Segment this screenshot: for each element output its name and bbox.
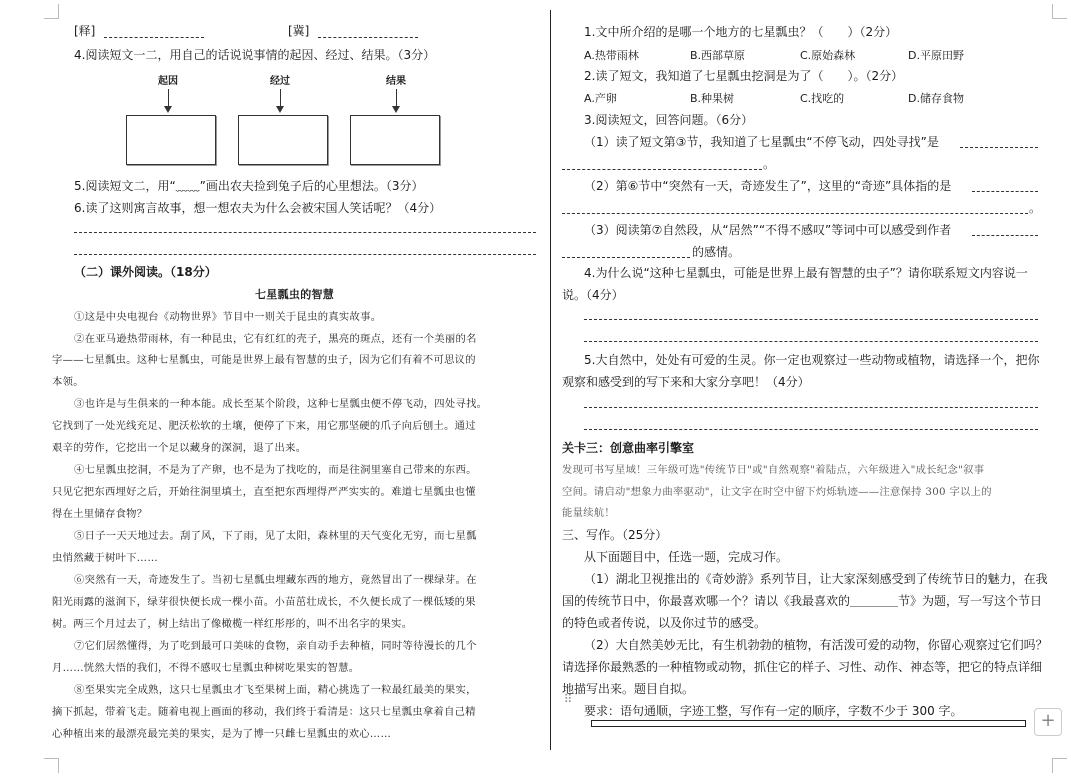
flow-box-process[interactable] (238, 115, 328, 165)
option-b[interactable]: B.西部草原 (690, 49, 746, 62)
option-c[interactable]: C.找吃的 (800, 92, 845, 105)
writing-intro: 从下面题目中，任选一题，完成习作。 (584, 550, 789, 564)
story-line: ①这是中央电视台《动物世界》节目中一则关于昆虫的真实故事。 (74, 311, 382, 323)
story-line: 本领。 (52, 376, 84, 388)
emotion-suffix: 的感情。 (692, 245, 741, 259)
story-line: 阳光雨露的滋润下，绿芽很快便长成一棵小苗。小苗茁壮成长，不久便长成了一棵低矮的果 (52, 596, 476, 608)
writing-option-2: 请选择你最熟悉的一种植物或动物，抓住它的样子、习性、动作、神态等，把它的特点详细 (562, 660, 1043, 674)
question-6: 6.读了这则寓言故事，想一想农夫为什么会被宋国人笑话呢？（4分） (74, 201, 442, 215)
answer-line[interactable] (74, 232, 536, 233)
flow-box-result[interactable] (350, 115, 440, 165)
question-5-cont: 观察和感受到的写下来和大家分享吧！（4分） (562, 375, 810, 389)
writing-option-1: 的特色或者传说，以及你过节的感受。 (562, 616, 767, 630)
period-mark: 。 (763, 157, 776, 171)
answer-line[interactable] (562, 213, 1028, 214)
story-line: ⑦它们居然懂得，为了吃到最可口美味的食物，亲自动手去种植，同时等待漫长的几个 (74, 640, 477, 652)
story-line: ②在亚马逊热带雨林，有一种昆虫，它有红红的壳子，黑亮的斑点，还有一个美丽的名 (74, 333, 477, 345)
crop-mark-bottom-right (1052, 758, 1067, 773)
question-5: 5.阅读短文二，用“﹏﹏”画出农夫捡到兔子后的心里想法。（3分） (74, 179, 424, 193)
option-d[interactable]: D.储存食物 (908, 92, 964, 105)
question-3-1: （1）读了短文第③节，我知道了七星瓢虫“不停飞动，四处寻找”是 (584, 135, 939, 149)
card-text: 发现可书写星域！三年级可选"传统节日"或"自然观察"着陆点，六年级进入"成长纪念"叙事 (562, 464, 985, 476)
writing-option-2: （2）大自然美妙无比，有生机勃勃的植物，有活泼可爱的动物，你留心观察过它们吗？ (584, 638, 1048, 652)
answer-line[interactable] (584, 429, 1038, 430)
scroll-bar[interactable] (591, 720, 1026, 727)
flow-label-result: 结果 (386, 76, 406, 87)
story-line: 树。两三个月过去了，树上结出了像橄榄一样红彤彤的，叫不出名字的果实。 (52, 618, 413, 630)
story-line: 它找到了一处光线充足、肥沃松软的土壤，便停了下来，用它那坚硬的爪子向后刨土。通过 (52, 420, 476, 432)
question-5: 5.大自然中，处处有可爱的生灵。你一定也观察过一些动物或植物，请选择一个，把你 (584, 353, 1040, 367)
option-a[interactable]: A.热带雨林 (584, 49, 639, 62)
story-line: 得在土里储存食物？ (52, 508, 148, 520)
writing-heading: 三、写作。（25分） (562, 528, 668, 542)
answer-line[interactable] (562, 257, 690, 258)
bracket-label-shi: [释] (74, 24, 96, 38)
answer-line[interactable] (584, 341, 1038, 342)
story-line: ③也许是与生俱来的一种本能。成长至某个阶段，这种七星瓢虫便不停飞动，四处寻找。 (74, 398, 488, 410)
story-line: ⑥突然有一天，奇迹发生了。当初七星瓢虫埋藏东西的地方，竟然冒出了一棵绿芽。在 (74, 574, 477, 586)
flow-box-cause[interactable] (126, 115, 216, 165)
flow-label-cause: 起因 (158, 76, 178, 87)
crop-mark-top-right (1052, 4, 1067, 19)
question-4: 4.阅读短文一二，用自己的话说说事情的起因、经过、结果。（3分） (74, 48, 436, 62)
arrow-down-icon (280, 89, 281, 111)
card-text: 空间。请启动"想象力曲率驱动"，让文字在时空中留下灼烁轨迹——注意保持 300 字以上的 (562, 486, 992, 498)
column-divider (550, 10, 551, 750)
card-title: 关卡三：创意曲率引擎室 (562, 441, 695, 455)
answer-line[interactable] (74, 254, 536, 255)
writing-option-2: 地描写出来。题目自拟。 (562, 682, 695, 696)
story-line: ⑧至果实完全成熟，这只七星瓢虫才飞至果树上面，精心挑选了一粒最红最美的果实， (74, 684, 477, 696)
story-line: 摘下抓起，带着飞走。随着电视上画面的移动，我们终于看清是：这只七星瓢虫拿着自己精 (52, 706, 476, 718)
period-mark: 。 (1029, 201, 1042, 215)
question-3-2: （2）第⑥节中“突然有一天，奇迹发生了”，这里的“奇迹”具体指的是 (584, 179, 952, 193)
question-4-cont: 说。（4分） (562, 288, 624, 302)
crop-mark-bottom-left (44, 758, 59, 773)
option-c[interactable]: C.原始森林 (800, 49, 856, 62)
writing-option-1: （1）湖北卫视推出的《奇妙游》系列节目，让大家深刻感受到了传统节日的魅力，在我 (584, 572, 1048, 586)
question-3-3: （3）阅读第⑦自然段，从“居然”“不得不感叹”等词中可以感受到作者 (584, 223, 952, 237)
add-block-button[interactable]: + (1034, 708, 1062, 736)
question-1: 1.文中所介绍的是哪一个地方的七星瓢虫？（ ）（2分） (584, 25, 898, 39)
question-3: 3.阅读短文，回答问题。（6分） (584, 113, 754, 127)
option-a[interactable]: A.产卵 (584, 92, 617, 105)
option-b[interactable]: B.种果树 (690, 92, 735, 105)
answer-line[interactable] (104, 37, 204, 38)
flow-label-process: 经过 (270, 76, 290, 87)
answer-line[interactable] (972, 235, 1038, 236)
story-line: ④七星瓢虫挖洞，不是为了产卵，也不是为了找吃的，而是往洞里塞自己带来的东西。 (74, 464, 477, 476)
question-2: 2.读了短文，我知道了七星瓢虫挖洞是为了（ ）。（2分） (584, 69, 904, 83)
answer-line[interactable] (562, 169, 762, 170)
story-line: 虫悄然藏于树叶下…… (52, 552, 158, 564)
story-line: 字——七星瓢虫。这种七星瓢虫，可能是世界上最有智慧的虫子，因为它们有着不可思议的 (52, 354, 476, 366)
answer-line[interactable] (584, 407, 1038, 408)
answer-line[interactable] (960, 147, 1038, 148)
crop-mark-top-left (44, 4, 59, 19)
arrow-down-icon (396, 89, 397, 111)
story-line: ⑤日子一天天地过去。刮了风，下了雨，见了太阳，森林里的天气变化无穷，而七星瓢 (74, 530, 477, 542)
answer-line[interactable] (972, 191, 1038, 192)
story-title: 七星瓢虫的智慧 (255, 288, 335, 301)
story-line: 心种植出来的最漂亮最完美的果实，是为了博一只雌七星瓢虫的欢心…… (52, 728, 392, 740)
card-text: 能量续航！ (562, 507, 615, 519)
option-d[interactable]: D.平原田野 (908, 49, 964, 62)
section-heading-extracurricular: （二）课外阅读。（18分） (74, 265, 217, 279)
writing-option-1: 国的传统节日中，你最喜欢哪一个？请以《我最喜欢的＿＿＿＿节》为题，写一写这个节日 (562, 594, 1043, 608)
writing-requirement: 要求：语句通顺，字迹工整，写作有一定的顺序，字数不少于 300 字。 (584, 704, 963, 718)
arrow-down-icon (168, 89, 169, 111)
story-line: 艰辛的劳作，它挖出一个足以藏身的深洞，退了出来。 (52, 442, 307, 454)
question-4: 4.为什么说“这种七星瓢虫，可能是世界上最有智慧的虫子”？请你联系短文内容说一 (584, 266, 1028, 280)
bracket-label-ji: [冀] (288, 24, 310, 38)
drag-handle-icon[interactable]: ⠿ (563, 692, 573, 706)
answer-line[interactable] (318, 37, 418, 38)
answer-line[interactable] (584, 319, 1038, 320)
story-line: 月……恍然大悟的我们，不得不感叹七星瓢虫种树吃果实的智慧。 (52, 662, 360, 674)
story-line: 只见它把东西埋好之后，开始往洞里填土，直至把东西埋得严严实实的。难道七星瓢虫也懂 (52, 486, 476, 498)
